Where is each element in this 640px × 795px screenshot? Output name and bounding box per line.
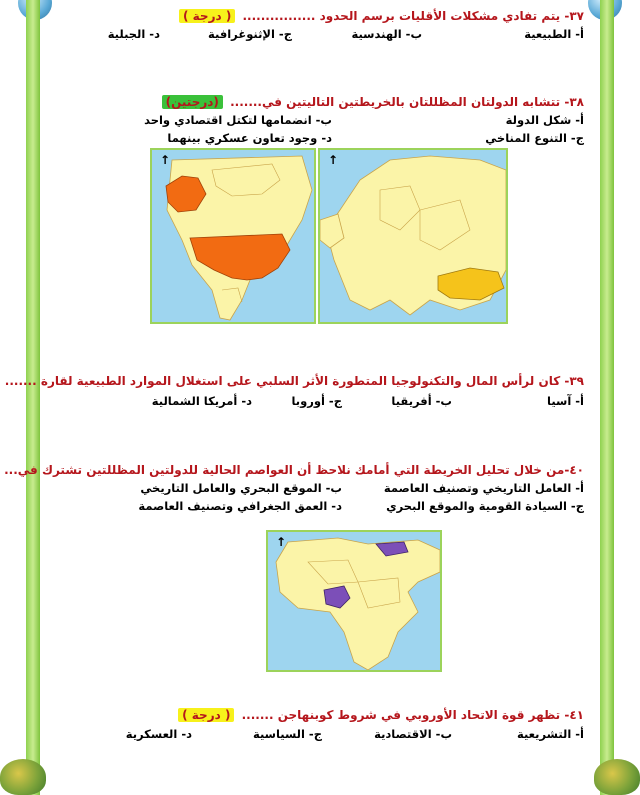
map-africa bbox=[266, 530, 442, 672]
question-39-option-b[interactable]: ب- أفريقيا bbox=[391, 394, 452, 408]
question-38-option-d[interactable]: د- وجود تعاون عسكري بينهما bbox=[167, 131, 332, 145]
question-41-option-c[interactable]: ج- السياسية bbox=[252, 727, 322, 741]
question-40-option-b[interactable]: ب- الموقع البحري والعامل التاريخي bbox=[140, 481, 342, 495]
question-37-option-d[interactable]: د- الجبلية bbox=[107, 27, 160, 41]
page-border-right bbox=[600, 0, 614, 795]
question-40-text: ٤٠-من خلال تحليل الخريطة التي أمامك نلاحظ أن العواصم الحالية للدولتين المظللتين تشترك في... bbox=[4, 463, 584, 477]
question-38-score-badge: (درجتين) bbox=[162, 95, 223, 109]
question-40-option-c[interactable]: ج- السيادة القومية والموقع البحري bbox=[386, 499, 584, 513]
question-37-text: ٣٧- يتم تفادي مشكلات الأقليات برسم الحدود ................ bbox=[242, 9, 584, 23]
question-39-option-a[interactable]: أ- آسيا bbox=[547, 394, 584, 408]
page-border-left bbox=[26, 0, 40, 795]
question-38-text: ٣٨- تتشابه الدولتان المظللتان بالخريطتين التاليتين في....... bbox=[230, 95, 584, 109]
north-arrow-icon: ↑ bbox=[276, 535, 287, 549]
question-39-text: ٣٩- كان لرأس المال والتكنولوجيا المتطورة الأثر السلبي على استغلال الموارد الطبيعية لقارة ....... bbox=[4, 374, 584, 388]
question-41-text: ٤١- تظهر قوة الاتحاد الأوروبي في شروط كوبنهاجن ....... bbox=[241, 708, 584, 722]
question-40-option-d[interactable]: د- العمق الجغرافي وتصنيف العاصمة bbox=[138, 499, 342, 513]
question-41-option-d[interactable]: د- العسكرية bbox=[125, 727, 192, 741]
question-41-option-a[interactable]: أ- التشريعية bbox=[516, 727, 584, 741]
north-arrow-icon: ↑ bbox=[328, 153, 339, 167]
floral-corner-decoration bbox=[594, 759, 640, 795]
question-38-option-a[interactable]: أ- شكل الدولة bbox=[505, 113, 584, 127]
north-arrow-icon: ↑ bbox=[160, 153, 171, 167]
question-41-option-b[interactable]: ب- الاقتصادية bbox=[374, 727, 452, 741]
question-39-option-c[interactable]: ج- أوروبا bbox=[291, 394, 342, 408]
worksheet-content-lower bbox=[4, 0, 592, 795]
question-37-option-b[interactable]: ب- الهندسية bbox=[351, 27, 422, 41]
question-37-score-badge: ( درجة ) bbox=[179, 9, 235, 23]
question-39-title bbox=[0, 374, 584, 388]
question-38-option-b[interactable]: ب- انضمامها لتكتل اقتصادي واحد bbox=[144, 113, 332, 127]
question-40-title bbox=[0, 463, 584, 477]
question-38-option-c[interactable]: ج- التنوع المناخي bbox=[485, 131, 584, 145]
question-41-title bbox=[178, 708, 584, 722]
question-41-score-badge: ( درجة ) bbox=[178, 708, 234, 722]
question-40-option-a[interactable]: أ- العامل التاريخي وتصنيف العاصمة bbox=[383, 481, 584, 495]
question-39-option-d[interactable]: د- أمريكا الشمالية bbox=[151, 394, 252, 408]
question-37-option-a[interactable]: أ- الطبيعية bbox=[524, 27, 584, 41]
floral-corner-decoration bbox=[0, 759, 46, 795]
question-37-option-c[interactable]: ج- الإثنوغرافية bbox=[208, 27, 292, 41]
